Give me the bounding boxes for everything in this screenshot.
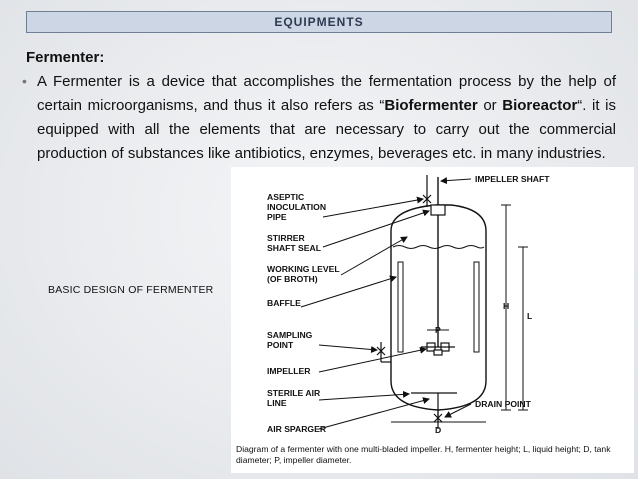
- figure-caption: Diagram of a fermenter with one multi-bladed impeller. H, fermenter height; L, liquid height; D, tank diameter; P, impeller diameter.: [236, 444, 611, 465]
- header-title: EQUIPMENTS: [274, 15, 364, 29]
- label-stirrer-1: STIRRER: [267, 233, 305, 243]
- label-aseptic-2: INOCULATION: [267, 202, 327, 212]
- shaft-seal: [431, 205, 445, 215]
- bullet-text-mid: or: [477, 97, 503, 114]
- label-dimension-d: D: [435, 425, 442, 435]
- inoculation-pipe: [423, 175, 431, 207]
- label-stirrer-2: SHAFT SEAL: [267, 243, 321, 253]
- label-dimension-l: L: [527, 311, 533, 321]
- label-impeller-shaft: IMPELLER SHAFT: [475, 174, 550, 184]
- label-leaders: [301, 179, 471, 429]
- label-sampling-1: SAMPLING: [267, 330, 313, 340]
- bullet-text-after: “. it is equipped with all the elements that are necessary to carry out the commercial production of substances like antibiotics, enzymes, beverages etc. in many industries.: [37, 97, 616, 162]
- label-aseptic-1: ASEPTIC: [267, 192, 305, 202]
- right-baffle: [474, 262, 479, 352]
- fermenter-diagram: [231, 167, 634, 473]
- bold-term-bioreactor: Bioreactor: [502, 97, 578, 114]
- label-impeller: IMPELLER: [267, 366, 311, 376]
- fermenter-diagram-svg: [231, 167, 634, 444]
- label-air-sparger: AIR SPARGER: [267, 424, 327, 434]
- header-bar: [26, 11, 612, 33]
- bold-term-biofermenter: Biofermenter: [384, 97, 478, 114]
- left-baffle: [398, 262, 403, 352]
- label-baffle: BAFFLE: [267, 298, 301, 308]
- label-drain-point: DRAIN POINT: [475, 399, 531, 409]
- label-working-1: WORKING LEVEL: [267, 264, 340, 274]
- label-dimension-p: P: [435, 325, 441, 335]
- side-caption: BASIC DESIGN OF FERMENTER: [48, 284, 214, 296]
- dimension-lines: [391, 205, 528, 422]
- label-sterile-1: STERILE AIR: [267, 388, 321, 398]
- label-sterile-2: LINE: [267, 398, 287, 408]
- bullet-text-before: A Fermenter is a device that accomplishes the fermentation process by the help of certain microorganisms, and thus it also refers as “: [37, 73, 616, 114]
- section-heading: Fermenter:: [26, 49, 105, 66]
- label-sampling-2: POINT: [267, 340, 294, 350]
- label-dimension-h: H: [503, 301, 510, 311]
- label-working-2: (OF BROTH): [267, 274, 318, 284]
- label-aseptic-3: PIPE: [267, 212, 287, 222]
- bullet-text: [37, 70, 616, 166]
- bullet-icon: •: [22, 73, 27, 89]
- bullet-block: [22, 70, 616, 166]
